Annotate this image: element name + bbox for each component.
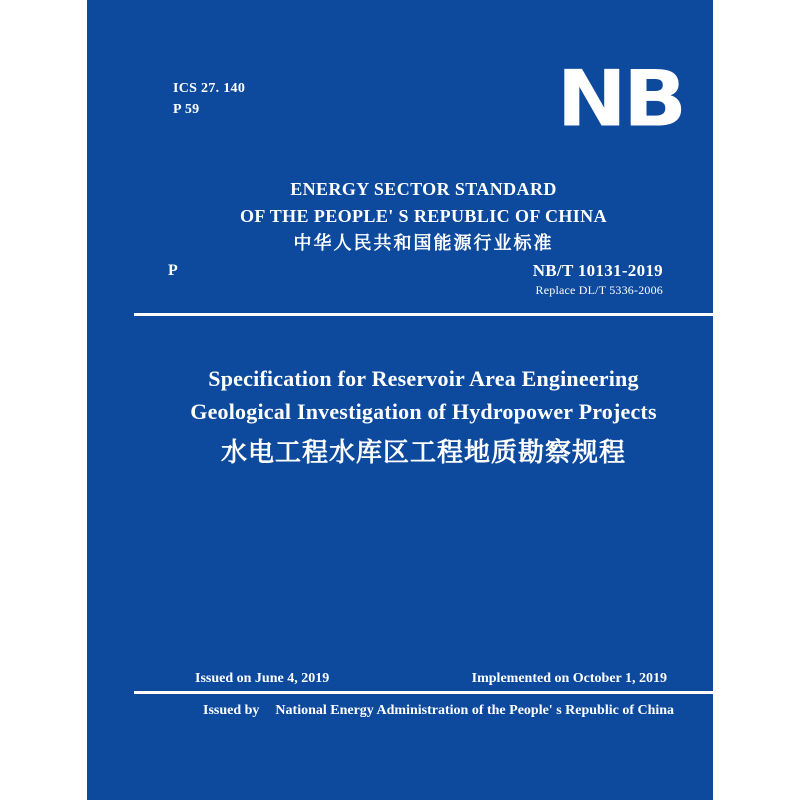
- standard-header-line1-en: ENERGY SECTOR STANDARD: [290, 179, 557, 199]
- doc-class-code: P 59: [173, 102, 200, 117]
- classification-codes: [173, 78, 245, 120]
- title-en-line1: Specification for Reservoir Area Engineering: [208, 366, 639, 391]
- standard-header: [134, 176, 713, 257]
- nb-logo: NB: [556, 53, 683, 144]
- replaces-note: Replace DL/T 5336-2006: [535, 283, 663, 297]
- issue-dates-row: [134, 670, 713, 688]
- standard-header-line-cn: 中华人民共和国能源行业标准: [293, 233, 554, 253]
- top-divider-rule: [134, 313, 713, 316]
- document-title: [134, 362, 713, 470]
- implemented-on-date: Implemented on October 1, 2019: [471, 671, 667, 686]
- class-letter: P: [168, 262, 178, 279]
- code-row: [134, 260, 713, 304]
- title-cn: 水电工程水库区工程地质勘察规程: [220, 437, 626, 467]
- standard-number-block: [533, 260, 663, 299]
- standard-cover-panel: [87, 0, 713, 800]
- issuer-name: National Energy Administration of the People' s Republic of China: [275, 703, 675, 718]
- bottom-divider-rule: [134, 691, 713, 694]
- ics-code: ICS 27. 140: [173, 81, 246, 96]
- title-en-line2: Geological Investigation of Hydropower Projects: [190, 399, 657, 424]
- issued-on-date: Issued on June 4, 2019: [195, 671, 330, 686]
- standard-number: NB/T 10131-2019: [532, 261, 663, 280]
- standard-header-line2-en: OF THE PEOPLE' S REPUBLIC OF CHINA: [240, 206, 607, 226]
- issued-by-label: Issued by: [203, 703, 260, 718]
